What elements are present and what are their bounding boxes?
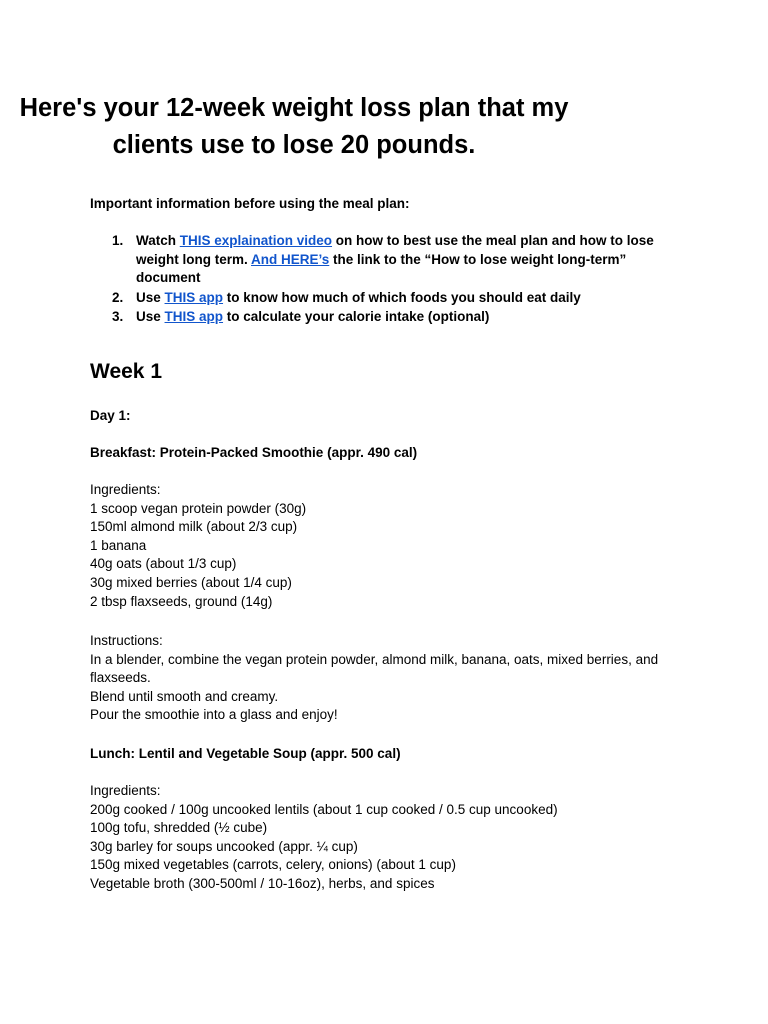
breakfast-ingredients (90, 481, 690, 611)
ingredient-item: 30g mixed berries (about 1/4 cup) (90, 574, 292, 590)
weight-loss-doc-link[interactable]: And HERE’s (251, 251, 330, 267)
info-item-number: 1. (112, 233, 124, 248)
instruction-step: Blend until smooth and creamy. (90, 688, 279, 704)
lunch-ingredients (90, 782, 690, 894)
info-item-number: 3. (112, 309, 124, 325)
ingredient-item: 100g tofu, shredded (½ cube) (90, 820, 268, 836)
info-item-text-pre: Use (136, 289, 165, 305)
info-item-text-post: to calculate your calorie intake (optional) (223, 309, 490, 325)
ingredient-item: 40g oats (about 1/3 cup) (90, 556, 237, 572)
info-item-text-pre: Use (136, 309, 165, 325)
important-heading: Important information before using the meal plan: (90, 196, 410, 211)
document-title (0, 90, 678, 164)
instructions-label: Instructions: (90, 633, 163, 648)
ingredient-item: 2 tbsp flaxseeds, ground (14g) (90, 593, 273, 609)
breakfast-instructions (90, 632, 690, 725)
title-line-1: Here's your 12-week weight loss plan that my (19, 94, 569, 122)
info-item-2 (90, 289, 690, 308)
title-line-2: clients use to lose 20 pounds. (112, 131, 476, 159)
ingredient-item: 30g barley for soups uncooked (appr. ¼ cup) (90, 838, 358, 854)
ingredient-item: 1 scoop vegan protein powder (30g) (90, 500, 307, 516)
ingredient-item: Vegetable broth (300-500ml / 10-16oz), herbs, and spices (90, 875, 435, 891)
ingredients-label: Ingredients: (90, 482, 161, 497)
day-heading: Day 1: (90, 408, 131, 423)
info-item-number: 2. (112, 289, 124, 305)
instruction-step: In a blender, combine the vegan protein powder, almond milk, banana, oats, mixed berries, and flaxseeds. (90, 651, 659, 686)
info-item-3 (90, 308, 690, 327)
breakfast-heading: Breakfast: Protein-Packed Smoothie (appr. 490 cal) (90, 445, 418, 460)
info-item-text-post: to know how much of which foods you should eat daily (223, 289, 581, 305)
calorie-app-link[interactable]: THIS app (164, 309, 224, 325)
info-item-text-post: the link to the “How to lose weight long-term” document (136, 251, 627, 286)
lunch-heading: Lunch: Lentil and Vegetable Soup (appr. 500 cal) (90, 746, 401, 761)
food-app-link[interactable]: THIS app (164, 289, 224, 305)
explanation-video-link[interactable]: THIS explaination video (179, 233, 333, 248)
info-item-text-mid: on how to best use the meal plan and how to lose weight long term. (136, 233, 654, 267)
info-item-1 (90, 232, 690, 288)
ingredient-item: 200g cooked / 100g uncooked lentils (about 1 cup cooked / 0.5 cup uncooked) (90, 801, 558, 817)
info-item-text-pre: Watch (136, 233, 180, 248)
info-list (90, 232, 690, 328)
instruction-step: Pour the smoothie into a glass and enjoy! (90, 707, 338, 723)
ingredients-label: Ingredients: (90, 783, 161, 798)
ingredient-item: 150ml almond milk (about 2/3 cup) (90, 519, 298, 535)
ingredient-item: 1 banana (90, 537, 147, 553)
week-heading: Week 1 (90, 360, 162, 383)
ingredient-item: 150g mixed vegetables (carrots, celery, onions) (about 1 cup) (90, 857, 456, 873)
